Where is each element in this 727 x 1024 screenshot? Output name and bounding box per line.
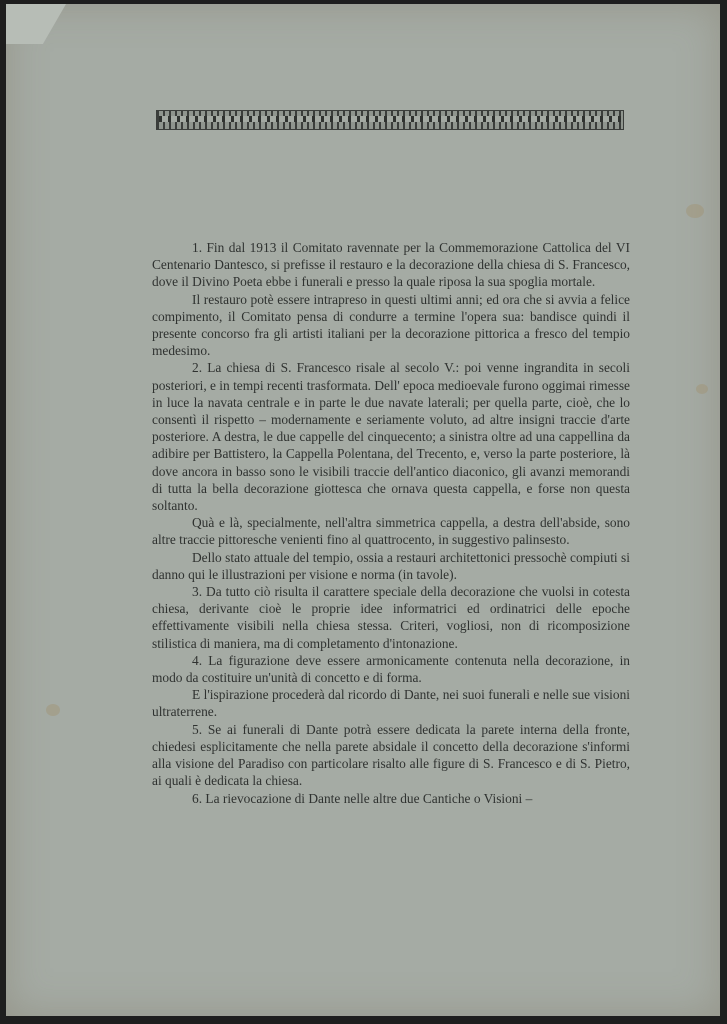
stain [696,384,708,394]
paragraph: 6. La rievocazione di Dante nelle altre due Cantiche o Visioni – [192,790,533,806]
paragraph: Quà e là, specialmente, nell'altra simmetrica cappella, a destra dell'abside, sono altre traccie pittoresche venienti fino al quattrocento, in suggestivo palinsesto. [152,515,630,548]
paragraph: 5. Se ai funerali di Dante potrà essere dedicata la parete interna della fronte, chiedesi esplicitamente che nella parete absidale il concetto della decorazione s'informi alla visione del Paradiso con particolare risalto alle figure di S. Francesco e di S. Pietro, ai quali è dedicata la chiesa. [152,721,630,789]
paragraph: 4. La figurazione deve essere armonicamente contenuta nella decorazione, in modo da costituire un'unità di concetto e di forma. [152,652,630,686]
body-text [152,239,630,807]
document-page [6,4,720,1016]
paragraph: 3. Da tutto ciò risulta il carattere speciale della decorazione che vuolsi in cotesta chiesa, derivante cioè le proprie idee informatrici ed ordinatrici delle epoche effettivamente visibili nella chiesa stessa. Criteri, vogliosi, non di ricomposizione stilistica di maniera, ma di completamento d'intonazione. [152,584,630,651]
decorative-border-ornament [156,110,624,130]
paragraph: 1. Fin dal 1913 il Comitato ravennate per la Commemorazione Cattolica del VI Centenario Dantesco, si prefisse il restauro e la decorazione della chiesa di S. Francesco, dove il Divino Poeta ebbe i funerali e presso la quale riposa la sua spoglia mortale. [152,240,630,290]
paragraph: Dello stato attuale del tempio, ossia a restauri architettonici pressochè compiuti si danno qui le illustrazioni per visione e norma (in tavole). [152,549,630,582]
paragraph: 2. La chiesa di S. Francesco risale al secolo V.: poi venne ingrandita in secoli posteriori, e in tempi recenti trasformata. Dell' epoca medioevale furono oggimai rimesse in luce la navata centrale e in parte le due navate laterali; per quella parte, cioè, che lo consentì il rispetto – modernamente e seriamente voluto, ad altre insigni traccie d'arte posteriore. A destra, le due cappelle del cinquecento; a sinistra oltre ad una cappellina da adibire per Battistero, la Cappella Polentana, del Trecento, e, verso la parte posteriore, là dove ancora in basso sono le visibili traccie dell'antico diaconico, gli avanzi memorandi di tutta la bella decorazione giottesca che ornava questa cappella, e forse non questa soltanto. [152,360,630,514]
paragraph: Il restauro potè essere intrapreso in questi ultimi anni; ed ora che si avvia a felice compimento, il Comitato pensa di condurre a termine l'opera sua: bandisce quindi il presente concorso fra gli artisti italiani per la decorazione pittorica a fresco del tempio medesimo. [152,291,630,359]
paragraph: E l'ispirazione procederà dal ricordo di Dante, nei suoi funerali e nelle sue visioni ultraterrene. [152,687,630,720]
stain [686,204,704,218]
stain [46,704,60,716]
